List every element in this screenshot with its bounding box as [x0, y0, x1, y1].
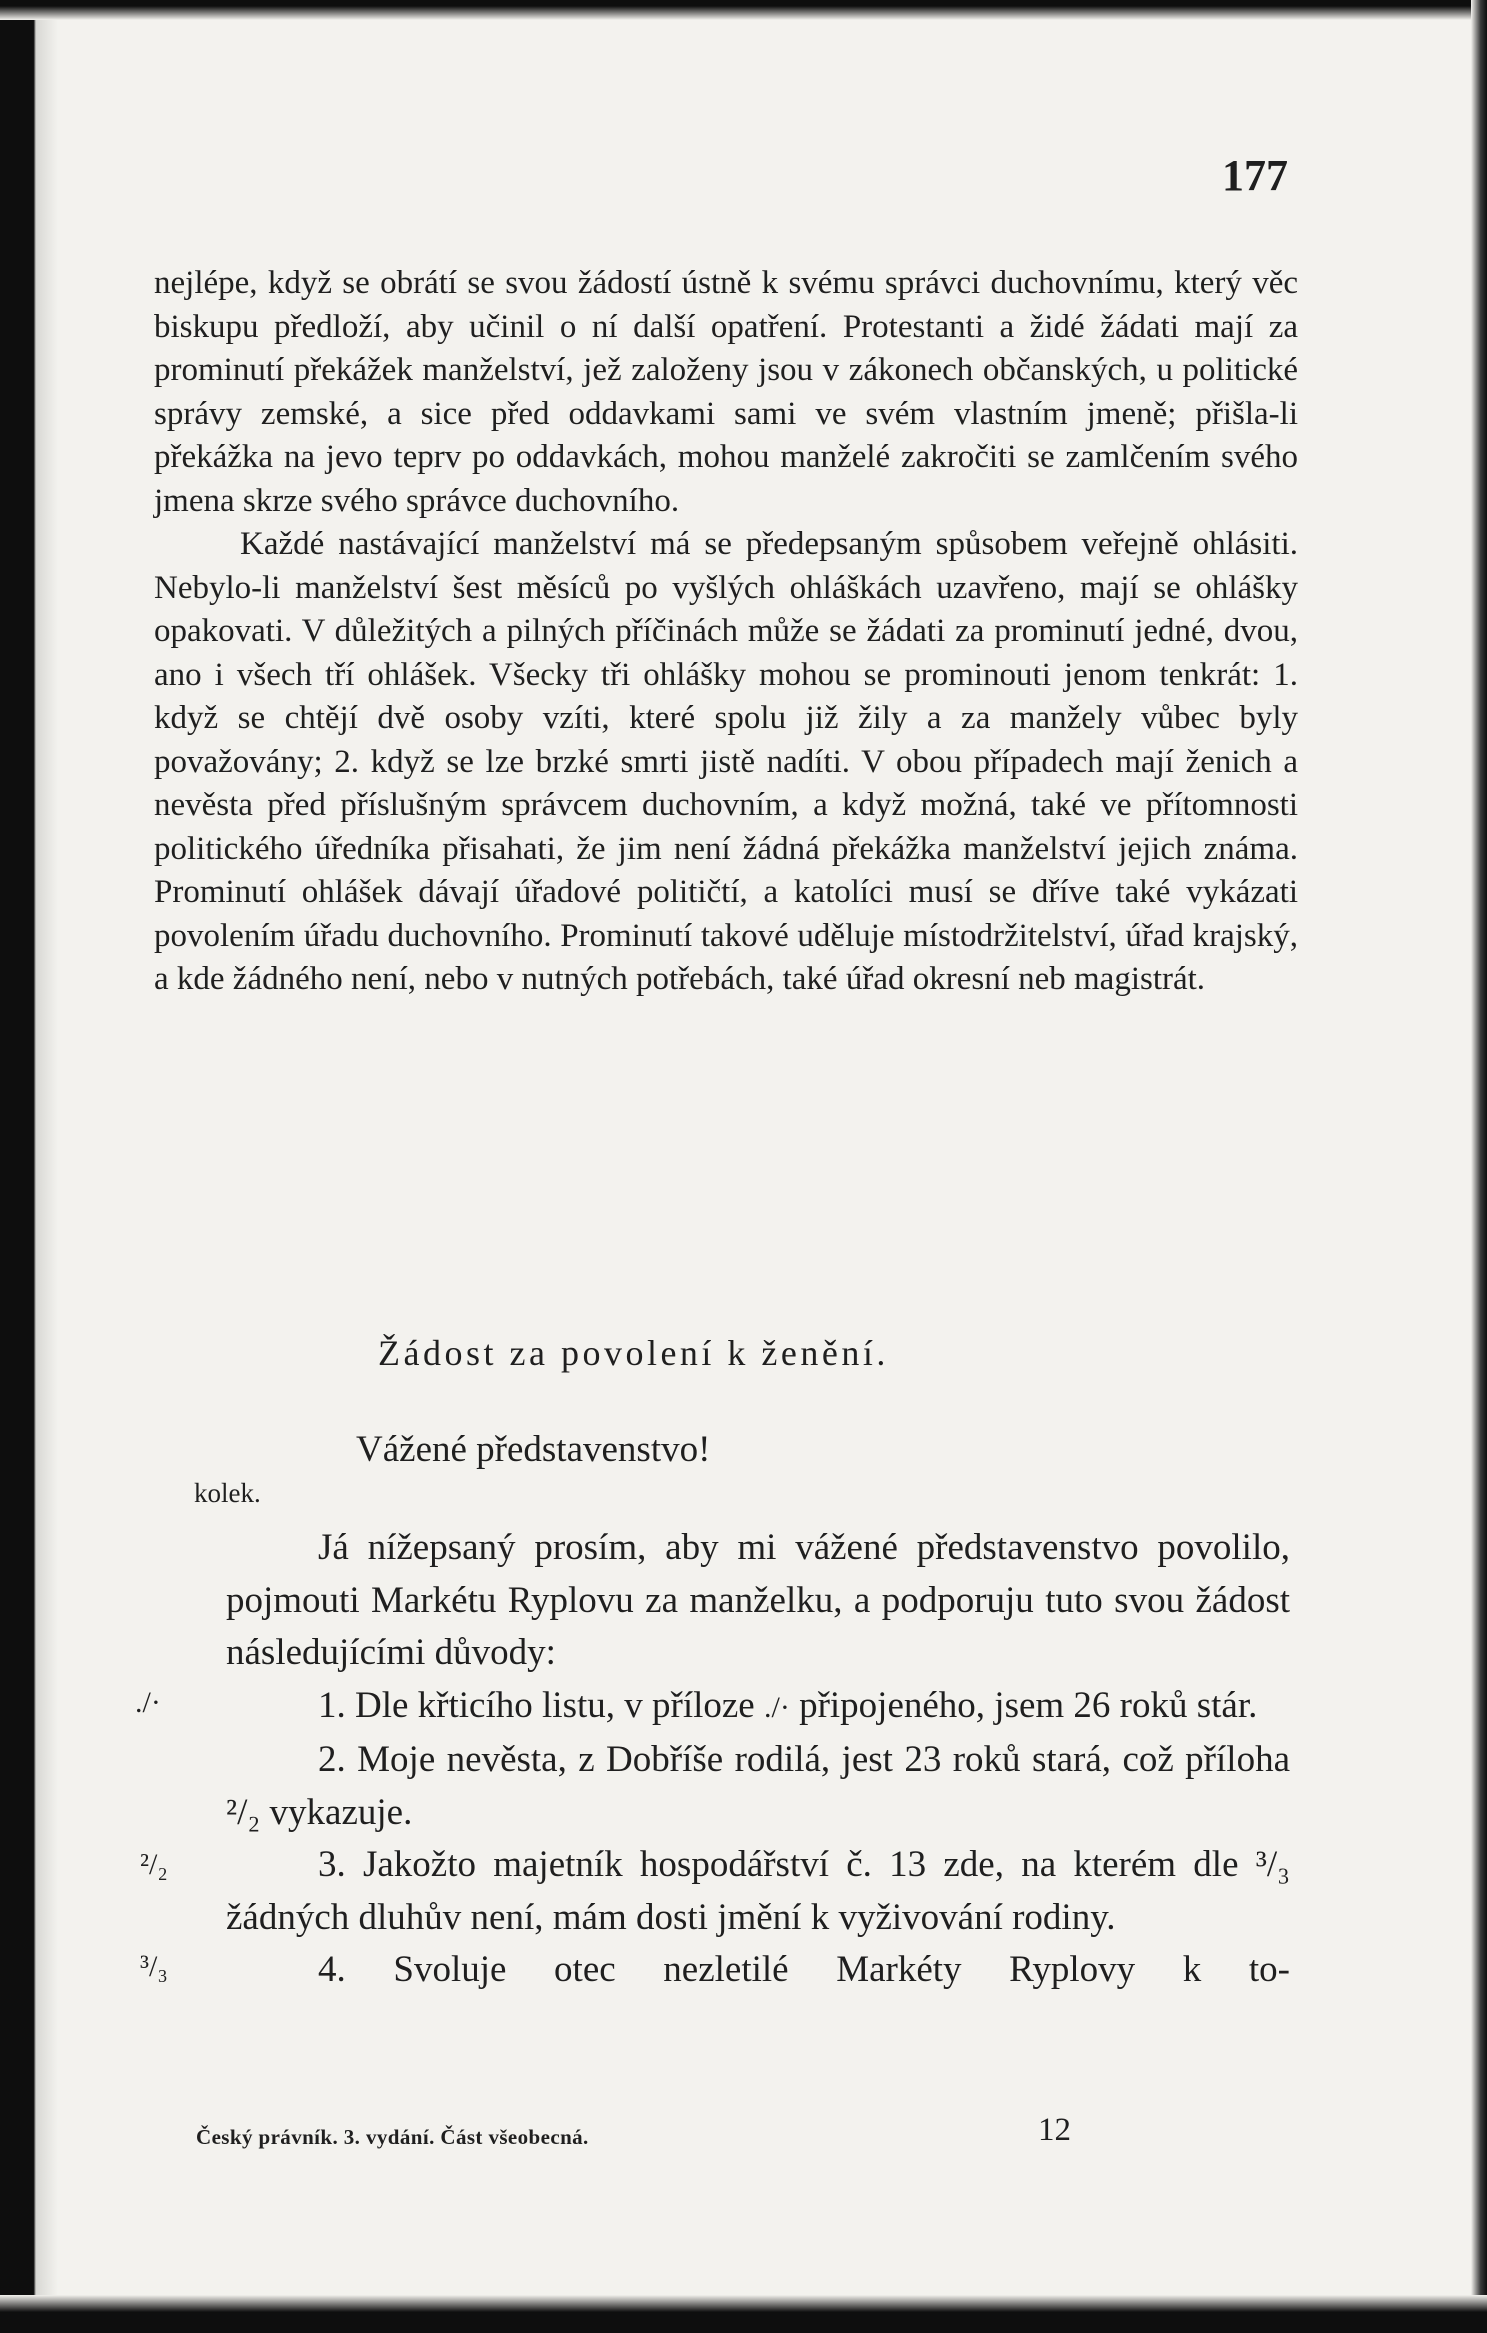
- petition-paragraph-4: 3. Jakožto majetník hospodářství č. 13 zde, na kterém dle ³/₃ žádných dluhův není, mám dosti jmění k vyživování rodiny.: [226, 1844, 1290, 1938]
- scan-border-right: [1471, 0, 1487, 2333]
- footer-book-title: Český právník. 3. vydání. Část všeobecná.: [196, 2125, 589, 2149]
- petition-paragraph-2-end: připojeného, jsem 26 roků stár.: [799, 1684, 1258, 1726]
- marginal-ref-1: ./·: [135, 1686, 161, 1719]
- scan-border-top: [0, 0, 1487, 20]
- salutation: Vážené představenstvo!: [356, 1429, 711, 1470]
- attachment-reference: ./·: [763, 1690, 790, 1724]
- petition-paragraph-5: 4. Svoluje otec nezletilé Markéty Ryplovy k to-: [318, 1949, 1290, 1990]
- marginal-ref-3: ³/₃: [140, 1950, 168, 1983]
- body-paragraph-2: Každé nastávající manželství má se předepsaným spůsobem veřejně ohlásiti. Nebylo-li manželství šest měsíců po vyšlých ohláškách uzavřeno, mají se ohlášky opakovati. V důležitých a pilných příčinách může se žádati za prominutí jedné, dvou, ano i všech tří ohlášek. Všecky tři ohlášky mohou se prominouti jenom tenkrát: 1. když se chtějí dvě osoby vzíti, které spolu již žily a za manžely vůbec byly považovány; 2. když se lze brzké smrti jistě nadíti. V obou případech mají ženich a nevěsta před příslušným správcem duchovním, a když možná, také ve přítomnosti politického úředníka přisahati, že jim není žádná překážka manželství jejich známa. Prominutí ohlášek dávají úřadové političtí, a katolíci musí se dříve také vykázati povolením úřadu duchovního. Prominutí takové uděluje místodržitelství, úřad krajský, a kde žádného není, nebo v nutných potřebách, také úřad okresní neb magistrát.: [154, 526, 1298, 997]
- petition-text: [226, 1522, 1290, 1997]
- marginal-ref-2: ²/₂: [140, 1848, 168, 1881]
- section-title: Žádost za povolení k ženění.: [378, 1333, 889, 1373]
- margin-note-kolek: kolek.: [194, 1478, 261, 1508]
- petition-paragraph-2: [226, 1680, 1290, 1735]
- petition-paragraph-3: 2. Moje nevěsta, z Dobříše rodilá, jest 23 roků stará, což příloha ²/₂ vykazuje.: [226, 1739, 1290, 1833]
- petition-paragraph-2-start: 1. Dle křticího listu, v příloze: [318, 1684, 755, 1726]
- footer-signature-mark: 12: [1038, 2112, 1071, 2148]
- page-number: 177: [1222, 151, 1288, 200]
- scan-border-left: [0, 0, 58, 2333]
- petition-paragraph-1: Já nížepsaný prosím, aby mi vážené představenstvo povolilo, pojmouti Markétu Ryplovu za manželku, a podporuju tuto svou žádost následujícími důvody:: [226, 1527, 1290, 1673]
- scan-border-bottom: [0, 2295, 1487, 2333]
- body-paragraph-1: nejlépe, když se obrátí se svou žádostí ústně k svému správci duchovnímu, který věc biskupu předloží, aby učinil o ní další opatření. Protestanti a židé žádati mají za prominutí překážek manželství, jež založeny jsou v zákonech občanských, u politické správy zemské, a sice před oddavkami sami ve svém vlastním jmeně; přišla-li překážka na jevo teprv po oddavkách, mohou manželé zakročiti se zamlčením svého jmena skrze svého správce duchovního.: [154, 265, 1298, 519]
- body-text: [154, 262, 1298, 1002]
